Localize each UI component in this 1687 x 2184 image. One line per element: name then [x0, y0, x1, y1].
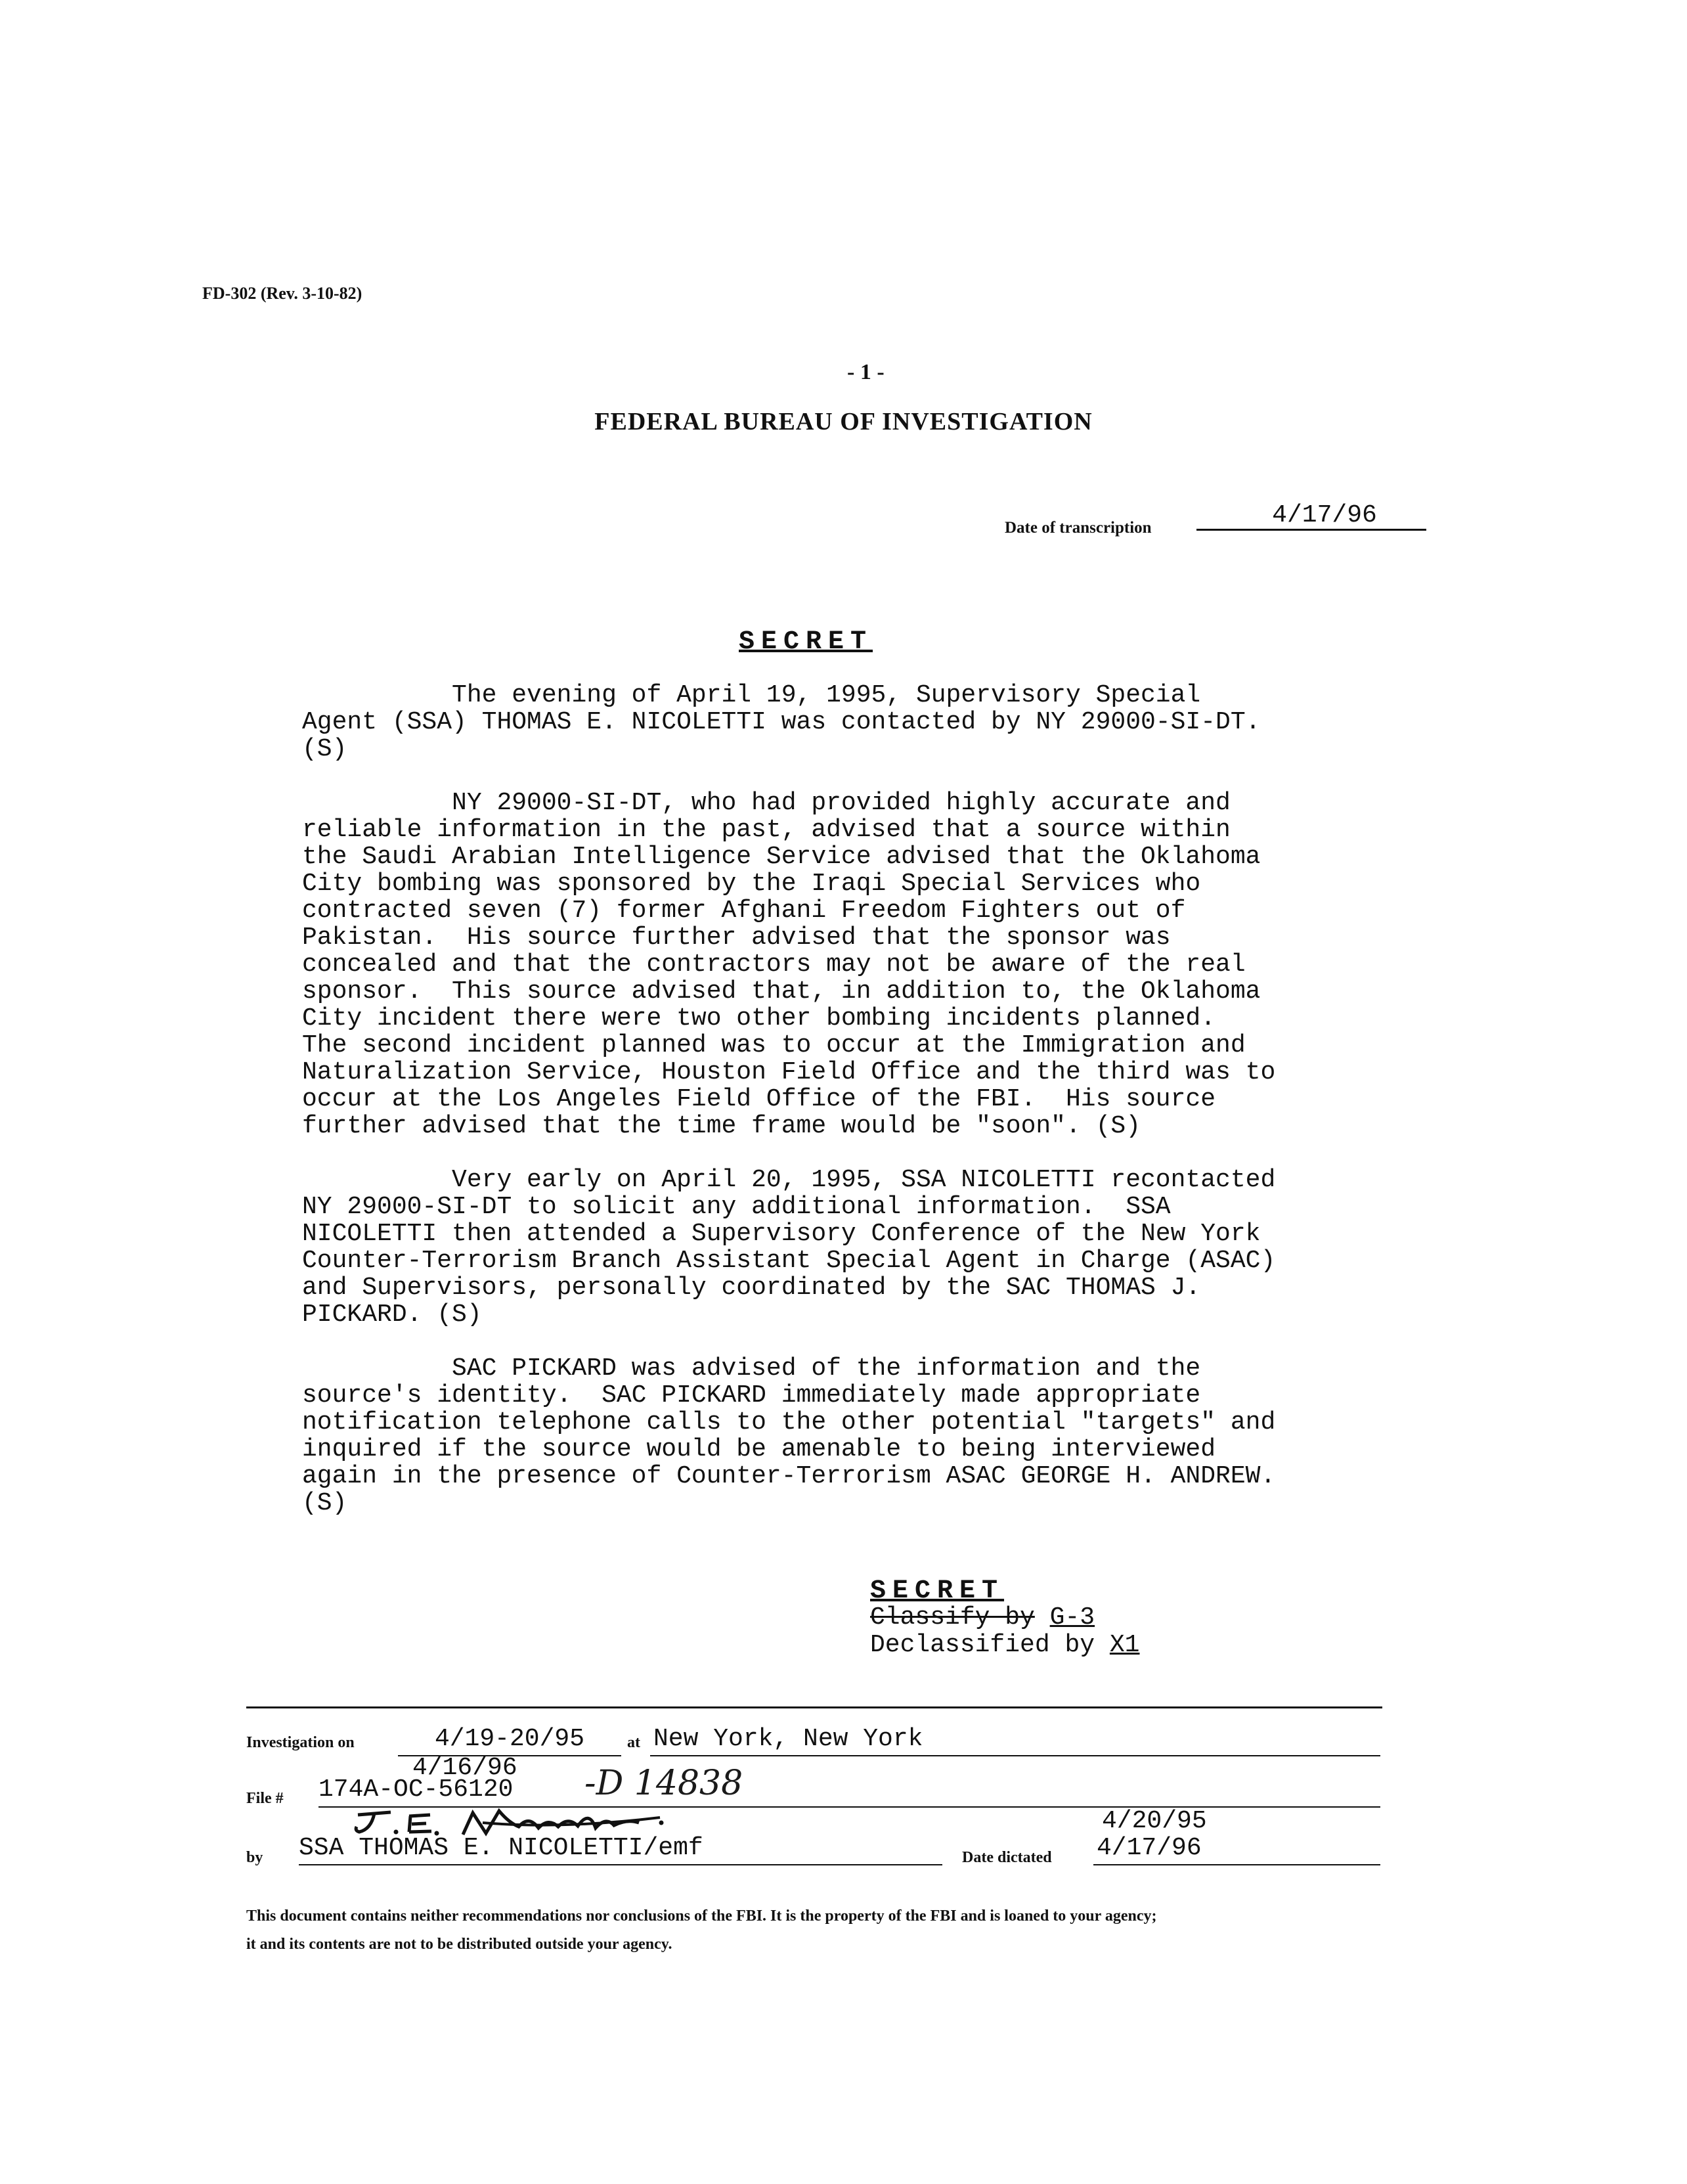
agency-title: FEDERAL BUREAU OF INVESTIGATION [594, 408, 1093, 435]
by-label: by [246, 1849, 263, 1866]
investigation-on-label: Investigation on [246, 1734, 355, 1751]
form-number: FD-302 (Rev. 3-10-82) [202, 284, 362, 303]
footer-disclaimer [246, 1902, 1428, 1959]
date-dictated-label: Date dictated [962, 1849, 1052, 1866]
date-dictated-value: 4/17/96 [1097, 1834, 1202, 1862]
investigation-place: New York, New York [653, 1725, 923, 1753]
file-number: 174A-OC-56120 [318, 1775, 514, 1804]
form-divider [246, 1706, 1382, 1708]
classification-marking-top: SECRET [739, 627, 873, 657]
paragraph-2: NY 29000-SI-DT, who had provided highly accurate and reliable information in the past, advised that a source within the Saudi Arabian Intelligence Service advised that the Oklahoma City bombing was sponsored by the Iraqi Special Services who contracted seven (7) former Afghani Freedom Fighters out of Pakistan. His source further advised that the sponsor was concealed and that the contractors may not be aware of the real sponsor. This source advised that, in addition to, the Oklahoma City incident there were two other bombing incidents planned. The second incident planned was to occur at the Immigration and Naturalization Service, Houston Field Office and the third was to occur at the Los Angeles Field Office of the FBI. His source further advised that the time frame would be "soon". (S) [302, 789, 1276, 1140]
file-number-label: File # [246, 1790, 284, 1807]
paragraph-3: Very early on April 20, 1995, SSA NICOLETTI recontacted NY 29000-SI-DT to solicit any additional information. SSA NICOLETTI then attended a Supervisory Conference of the New York Counter-Terrorism Branch Assistant Special Agent in Charge (ASAC) and Supervisors, personally coordinated by the SAC THOMAS J. PICKARD. (S) [302, 1166, 1276, 1329]
file-handwritten-annotation: -D 14838 [584, 1764, 743, 1803]
date-dictated-original: 4/20/95 [1102, 1807, 1207, 1835]
page-number: - 1 - [847, 360, 885, 384]
classification-marking-bottom: SECRET [870, 1576, 1005, 1606]
date-of-transcription-label: Date of transcription [1005, 519, 1152, 537]
paragraph-1: The evening of April 19, 1995, Supervisory Special Agent (SSA) THOMAS E. NICOLETTI was contacted by NY 29000-SI-DT. (S) [302, 681, 1261, 763]
declassified-by-value: X1 [1109, 1631, 1140, 1659]
investigation-place-underline [650, 1755, 1380, 1756]
dictated-by-name: SSA THOMAS E. NICOLETTI/emf [299, 1834, 703, 1862]
file-date-annotation: 4/16/96 [412, 1754, 517, 1782]
footer-line-2: it and its contents are not to be distributed outside your agency. [246, 1936, 672, 1953]
declassified-by-label: Declassified by [870, 1631, 1095, 1659]
footer-line-1: This document contains neither recommendations nor conclusions of the FBI. It is the property of the FBI and is loaned to your agency; [246, 1907, 1157, 1925]
classify-by-value: G-3 [1049, 1603, 1095, 1632]
document-body [302, 682, 1366, 1544]
at-label: at [627, 1734, 640, 1751]
investigation-date: 4/19-20/95 [434, 1725, 585, 1753]
paragraph-4: SAC PICKARD was advised of the information and the source's identity. SAC PICKARD immediately made appropriate notification telephone calls to the other potential "targets" and inquired if the source would be amenable to being interviewed again in the presence of Counter-Terrorism ASAC GEORGE H. ANDREW. (S) [302, 1354, 1276, 1517]
classify-by-label: Classify by [870, 1603, 1035, 1632]
by-underline [299, 1864, 942, 1865]
classify-by-line [870, 1604, 1095, 1631]
date-dictated-underline [1093, 1864, 1380, 1865]
date-of-transcription-value: 4/17/96 [1196, 502, 1426, 531]
declassified-by-line [870, 1632, 1139, 1659]
